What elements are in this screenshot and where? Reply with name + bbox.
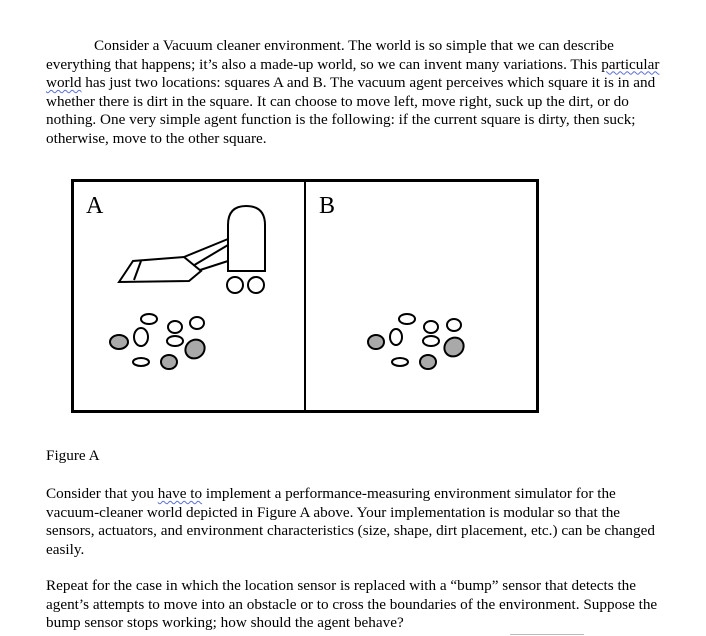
- document-body: [46, 37, 662, 149]
- spellcheck-flag[interactable]: particular world: [46, 55, 660, 92]
- spellcheck-flag[interactable]: have to: [157, 485, 203, 502]
- figure-caption: Figure A: [46, 447, 100, 464]
- task-text-1: Consider that you: [46, 485, 158, 502]
- vacuum-world-figure: [71, 179, 539, 413]
- square-a-label: A: [86, 193, 104, 219]
- intro-paragraph: [46, 37, 662, 149]
- intro-text-1: Consider a Vacuum cleaner environment. The world is so simple that we can describe everything that happens; it’s also a made-up world, so we can invent many variations. This: [46, 37, 614, 73]
- square-b-label: B: [319, 193, 336, 219]
- bump-sensor-paragraph: Repeat for the case in which the location sensor is replaced with a “bump” sensor that detects the agent’s attempts to move into an obstacle or to cross the boundaries of the environment. Suppose the bump sensor stops working; how should the agent behave?: [46, 577, 658, 632]
- task-paragraph: [46, 485, 662, 559]
- page-edge-divider: [510, 634, 584, 635]
- intro-text-2: has just two locations: squares A and B. The vacuum agent perceives which square it is in and whether there is dirt in the square. It can choose to move left, move right, suck up the dirt, or do nothing. One very simple agent function is the following: if the current square is dirty, then suck; otherwise, move to the other square.: [46, 74, 656, 147]
- task-text-2: implement a performance-measuring environment simulator for the vacuum-cleaner world depicted in Figure A above. Your implementation is modular so that the sensors, actuators, and environment characteristics (size, shape, dirt placement, etc.) can be changed easily.: [46, 485, 655, 558]
